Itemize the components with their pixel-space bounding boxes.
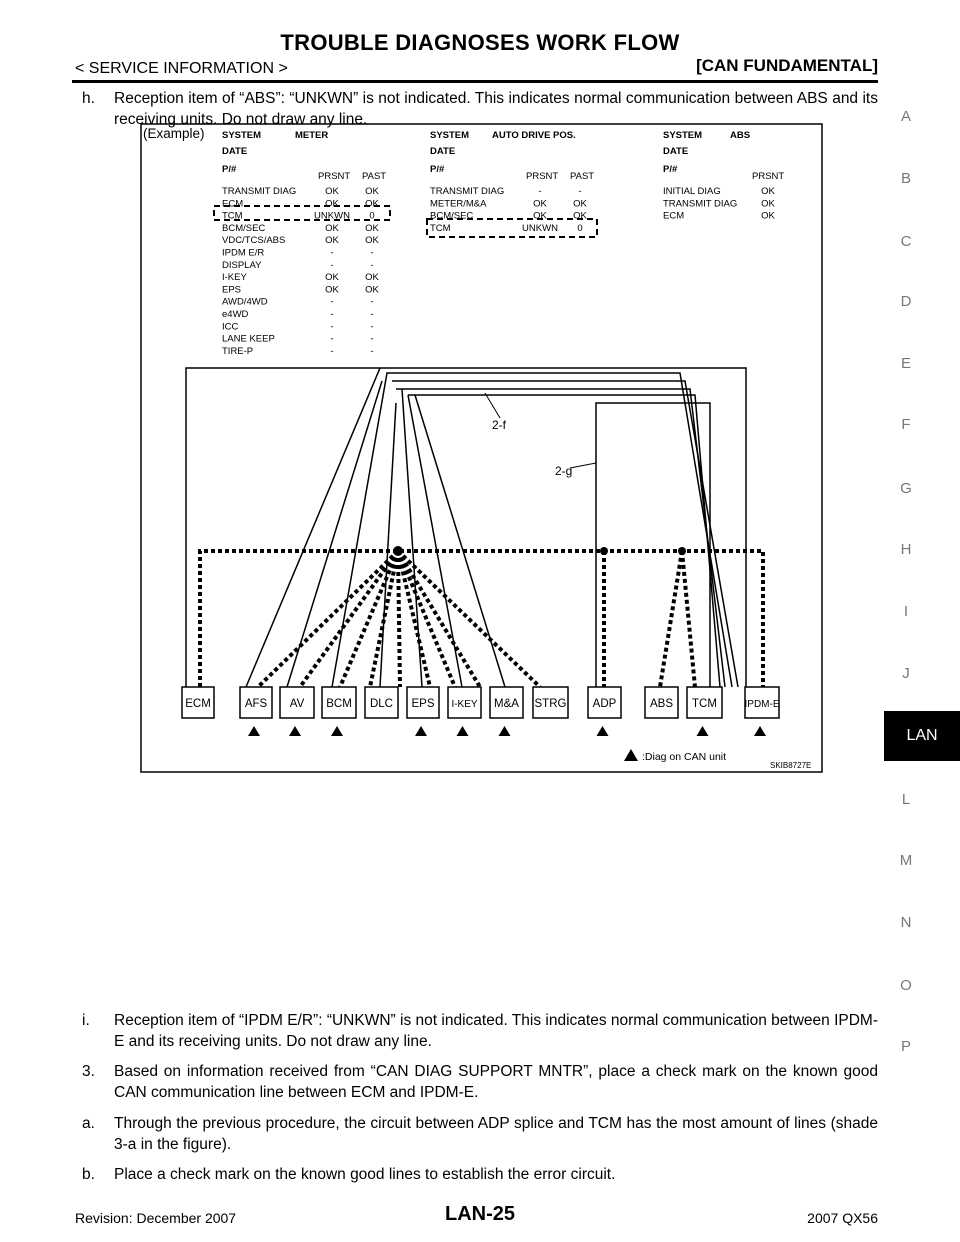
meter-row-label: BCM/SEC [222,222,266,234]
adp-row-label: METER/M&A [430,198,487,210]
abs-system-label: SYSTEM [663,130,703,141]
paragraph-lead: 3. [82,1063,95,1080]
diagram-frame [141,124,822,772]
unit-label: ECM [185,698,211,710]
can-main-bus [200,551,763,687]
index-lan-tab[interactable]: LAN [884,711,960,761]
meter-row-label: AWD/4WD [222,296,268,308]
header-rule [72,80,878,83]
index-d[interactable]: D [900,293,912,310]
abs-row-label: INITIAL DIAG [663,186,721,197]
abs-rows [663,186,776,222]
meter-row-value: UNKWN [314,210,350,222]
paragraph-lead: i. [82,1012,90,1029]
paragraph-text: Through the previous procedure, the circuit between ADP splice and TCM has the most amount of lines (shade 3-a in the figure). [114,1115,878,1153]
index-n[interactable]: N [900,914,912,931]
diag-marker-icon [597,726,609,736]
diag-marker-icon [289,726,301,736]
figure-id: SKIB8727E [770,761,812,770]
can-bus [200,551,763,687]
meter-row-value: - [330,247,334,259]
meter-row-value: OK [325,198,339,210]
unit-label: EPS [411,698,435,710]
legend-text: :Diag on CAN unit [642,751,727,763]
bcm-tcm-wire [332,373,732,687]
abs-row-value: OK [761,210,775,222]
can-ma2 [398,551,480,687]
adp-pn-label: P/# [430,164,445,175]
legend-triangle-icon [624,749,638,761]
unit-label: ABS [649,698,674,710]
page-title: TROUBLE DIAGNOSES WORK FLOW [280,30,680,55]
meter-row-value: - [330,333,334,345]
index-j[interactable]: J [902,665,910,682]
meter-date-label: DATE [222,146,248,157]
meter-row-value: - [330,296,334,308]
outer-loop-wire [186,368,746,687]
meter-col1: PRSNT [318,171,351,182]
index-b[interactable]: B [900,170,911,187]
paragraph-text: Reception item of “IPDM E/R”: “UNKWN” is not indicated. This indicates normal communication between IPDM-E and its receiving units. Do not draw any line. [114,1012,878,1050]
adp-panel [427,130,597,237]
meter-row-label: ICC [222,321,239,333]
meter-row-label: IPDM E/R [222,247,265,259]
paragraph-text: Reception item of “ABS”: “UNKWN” is not indicated. This indicates normal communication between ABS and its receiving units. Do not draw any line. [114,90,878,128]
can-bcm [340,551,398,687]
meter-row-value: OK [325,284,339,296]
adp-system-label: SYSTEM [430,130,470,141]
can-eps [398,551,400,687]
meter-row-value: - [370,309,374,320]
index-l[interactable]: L [901,791,911,808]
unit-label: STRG [534,698,567,710]
meter-row-value: OK [325,222,339,234]
diag-marker-icon [415,726,427,736]
meter-row-value: - [330,309,334,320]
meter-row-value: OK [365,235,379,247]
abs-system-name: ABS [730,130,751,141]
diag-marker-icon [248,726,260,736]
index-f[interactable]: F [901,416,911,433]
unit-label: M&A [494,698,519,710]
meter-row-value: - [330,345,334,357]
meter-system-label: SYSTEM [222,130,262,141]
model-label: 2007 QX56 [807,1210,878,1226]
paragraph-a [82,1113,878,1155]
adp-col1: PRSNT [526,171,559,182]
index-h[interactable]: H [900,541,912,558]
wire-b [396,389,725,687]
paragraph-lead: h. [82,90,95,107]
meter-row-label: I-KEY [222,272,247,284]
unit-label: I-KEY [451,699,478,710]
abs-pn-label: P/# [663,164,678,175]
index-g[interactable]: G [900,480,912,497]
adp-system-name: AUTO DRIVE POS. [492,130,576,141]
index-i[interactable]: I [903,603,909,620]
diag-marker-icon [331,726,343,736]
adp-row-value: - [578,186,582,197]
unit-label: ADP [592,698,617,710]
can-abs [660,551,682,687]
meter-row-value: 0 [369,210,375,222]
adp-row-value: 0 [577,222,583,234]
meter-row-value: - [330,259,334,271]
meter-panel [214,130,390,357]
abs-row-value: OK [761,198,775,210]
wire-a [392,381,738,687]
paragraph-lead: b. [82,1166,95,1183]
index-o[interactable]: O [900,977,912,994]
meter-row-value: OK [365,198,379,210]
meter-pn-label: P/# [222,164,237,175]
abs-panel [663,130,784,222]
can-tcm [682,551,695,687]
meter-col2: PAST [362,171,387,182]
adp-row-label: BCM/SEC [430,210,474,222]
meter-row-value: - [370,296,374,308]
meter-row-value: - [370,333,374,345]
meter-row-label: EPS [222,284,242,296]
meter-row-label: TCM [222,210,243,222]
meter-row-value: - [370,321,374,333]
meter-row-value: OK [365,284,379,296]
meter-row-label: DISPLAY [222,259,262,271]
meter-row-value: - [330,321,334,333]
adp-splice-point [600,547,608,555]
meter-row-value: - [370,247,374,259]
meter-row-label: VDC/TCS/ABS [222,235,286,247]
abs-date-label: DATE [663,146,689,157]
abs-splice-point [678,547,686,555]
adp-rows [430,186,588,234]
meter-row-value: OK [325,272,339,284]
meter-row-value: - [370,345,374,357]
callout-2g: 2-g [555,464,573,478]
meter-system-name: METER [295,130,329,141]
adp-row-label: TRANSMIT DIAG [430,186,505,197]
unit-label: TCM [692,698,717,710]
category-label: [CAN FUNDAMENTAL] [696,56,878,75]
unit-label: DLC [369,698,394,710]
callout-2g-leader [570,463,596,468]
adp-row-value: UNKWN [522,222,558,234]
meter-row-value: - [370,259,374,271]
callout-2f-leader [485,393,500,418]
abs-col1: PRSNT [752,171,785,182]
meter-row-label: ECM [222,198,244,210]
unit-boxes [182,687,780,718]
paragraph-3 [82,1061,878,1103]
av-wire [287,381,382,687]
paragraph-text: Based on information received from “CAN DIAG SUPPORT MNTR”, place a check mark on the known good CAN communication line between ECM and IPDM-E. [114,1063,878,1101]
can-diagram [140,123,823,773]
meter-row-value: OK [325,235,339,247]
index-m[interactable]: M [899,852,913,869]
meter-row-value: OK [365,272,379,284]
index-a[interactable]: A [900,108,911,125]
paragraph-b [82,1164,878,1185]
diag-markers [248,726,766,736]
bcm-branch-wire [380,403,396,687]
meter-row-label: TIRE-P [222,345,254,357]
unit-label: BCM [326,698,352,710]
adp-row-value: OK [573,210,587,222]
paragraph-lead: a. [82,1115,95,1132]
callout-2f: 2-f [492,418,507,432]
abs-row-value: OK [761,186,775,197]
section-label: < SERVICE INFORMATION > [75,60,288,77]
index-c[interactable]: C [900,233,912,250]
can-afs [258,551,398,687]
adp-row-value: OK [573,198,587,210]
adp-tcm-highlight [427,219,597,237]
adp-row-value: - [538,186,542,197]
adp-date-label: DATE [430,146,456,157]
meter-row-value: OK [325,186,339,197]
meter-row-value: OK [365,186,379,197]
splice-point [393,546,403,556]
abs-row-label: TRANSMIT DIAG [663,198,738,210]
adp-row-value: OK [533,198,547,210]
meter-row-label: LANE KEEP [222,333,275,345]
diag-marker-icon [499,726,511,736]
index-e[interactable]: E [900,355,911,372]
adp-col2: PAST [570,171,595,182]
page-number: LAN-25 [444,1203,515,1225]
unit-label: AFS [244,698,268,710]
paragraph-i [82,1010,878,1052]
wiring [186,368,746,687]
abs-row-label: ECM [663,210,685,222]
unit-label: AV [289,698,305,710]
meter-row-value: OK [365,222,379,234]
example-label: (Example) [143,126,205,141]
diag-marker-icon [697,726,709,736]
paragraph-text: Place a check mark on the known good lines to establish the error circuit. [114,1166,616,1183]
adp-row-value: OK [533,210,547,222]
meter-rows [222,186,380,357]
strg-wire [415,395,505,687]
index-p[interactable]: P [900,1038,911,1055]
unit-label: IPDM-E [744,699,780,710]
revision-label: Revision: December 2007 [75,1210,237,1226]
meter-row-label: TRANSMIT DIAG [222,186,297,197]
adp-row-label: TCM [430,222,451,234]
meter-row-label: e4WD [222,309,249,320]
diag-marker-icon [457,726,469,736]
diag-marker-icon [754,726,766,736]
